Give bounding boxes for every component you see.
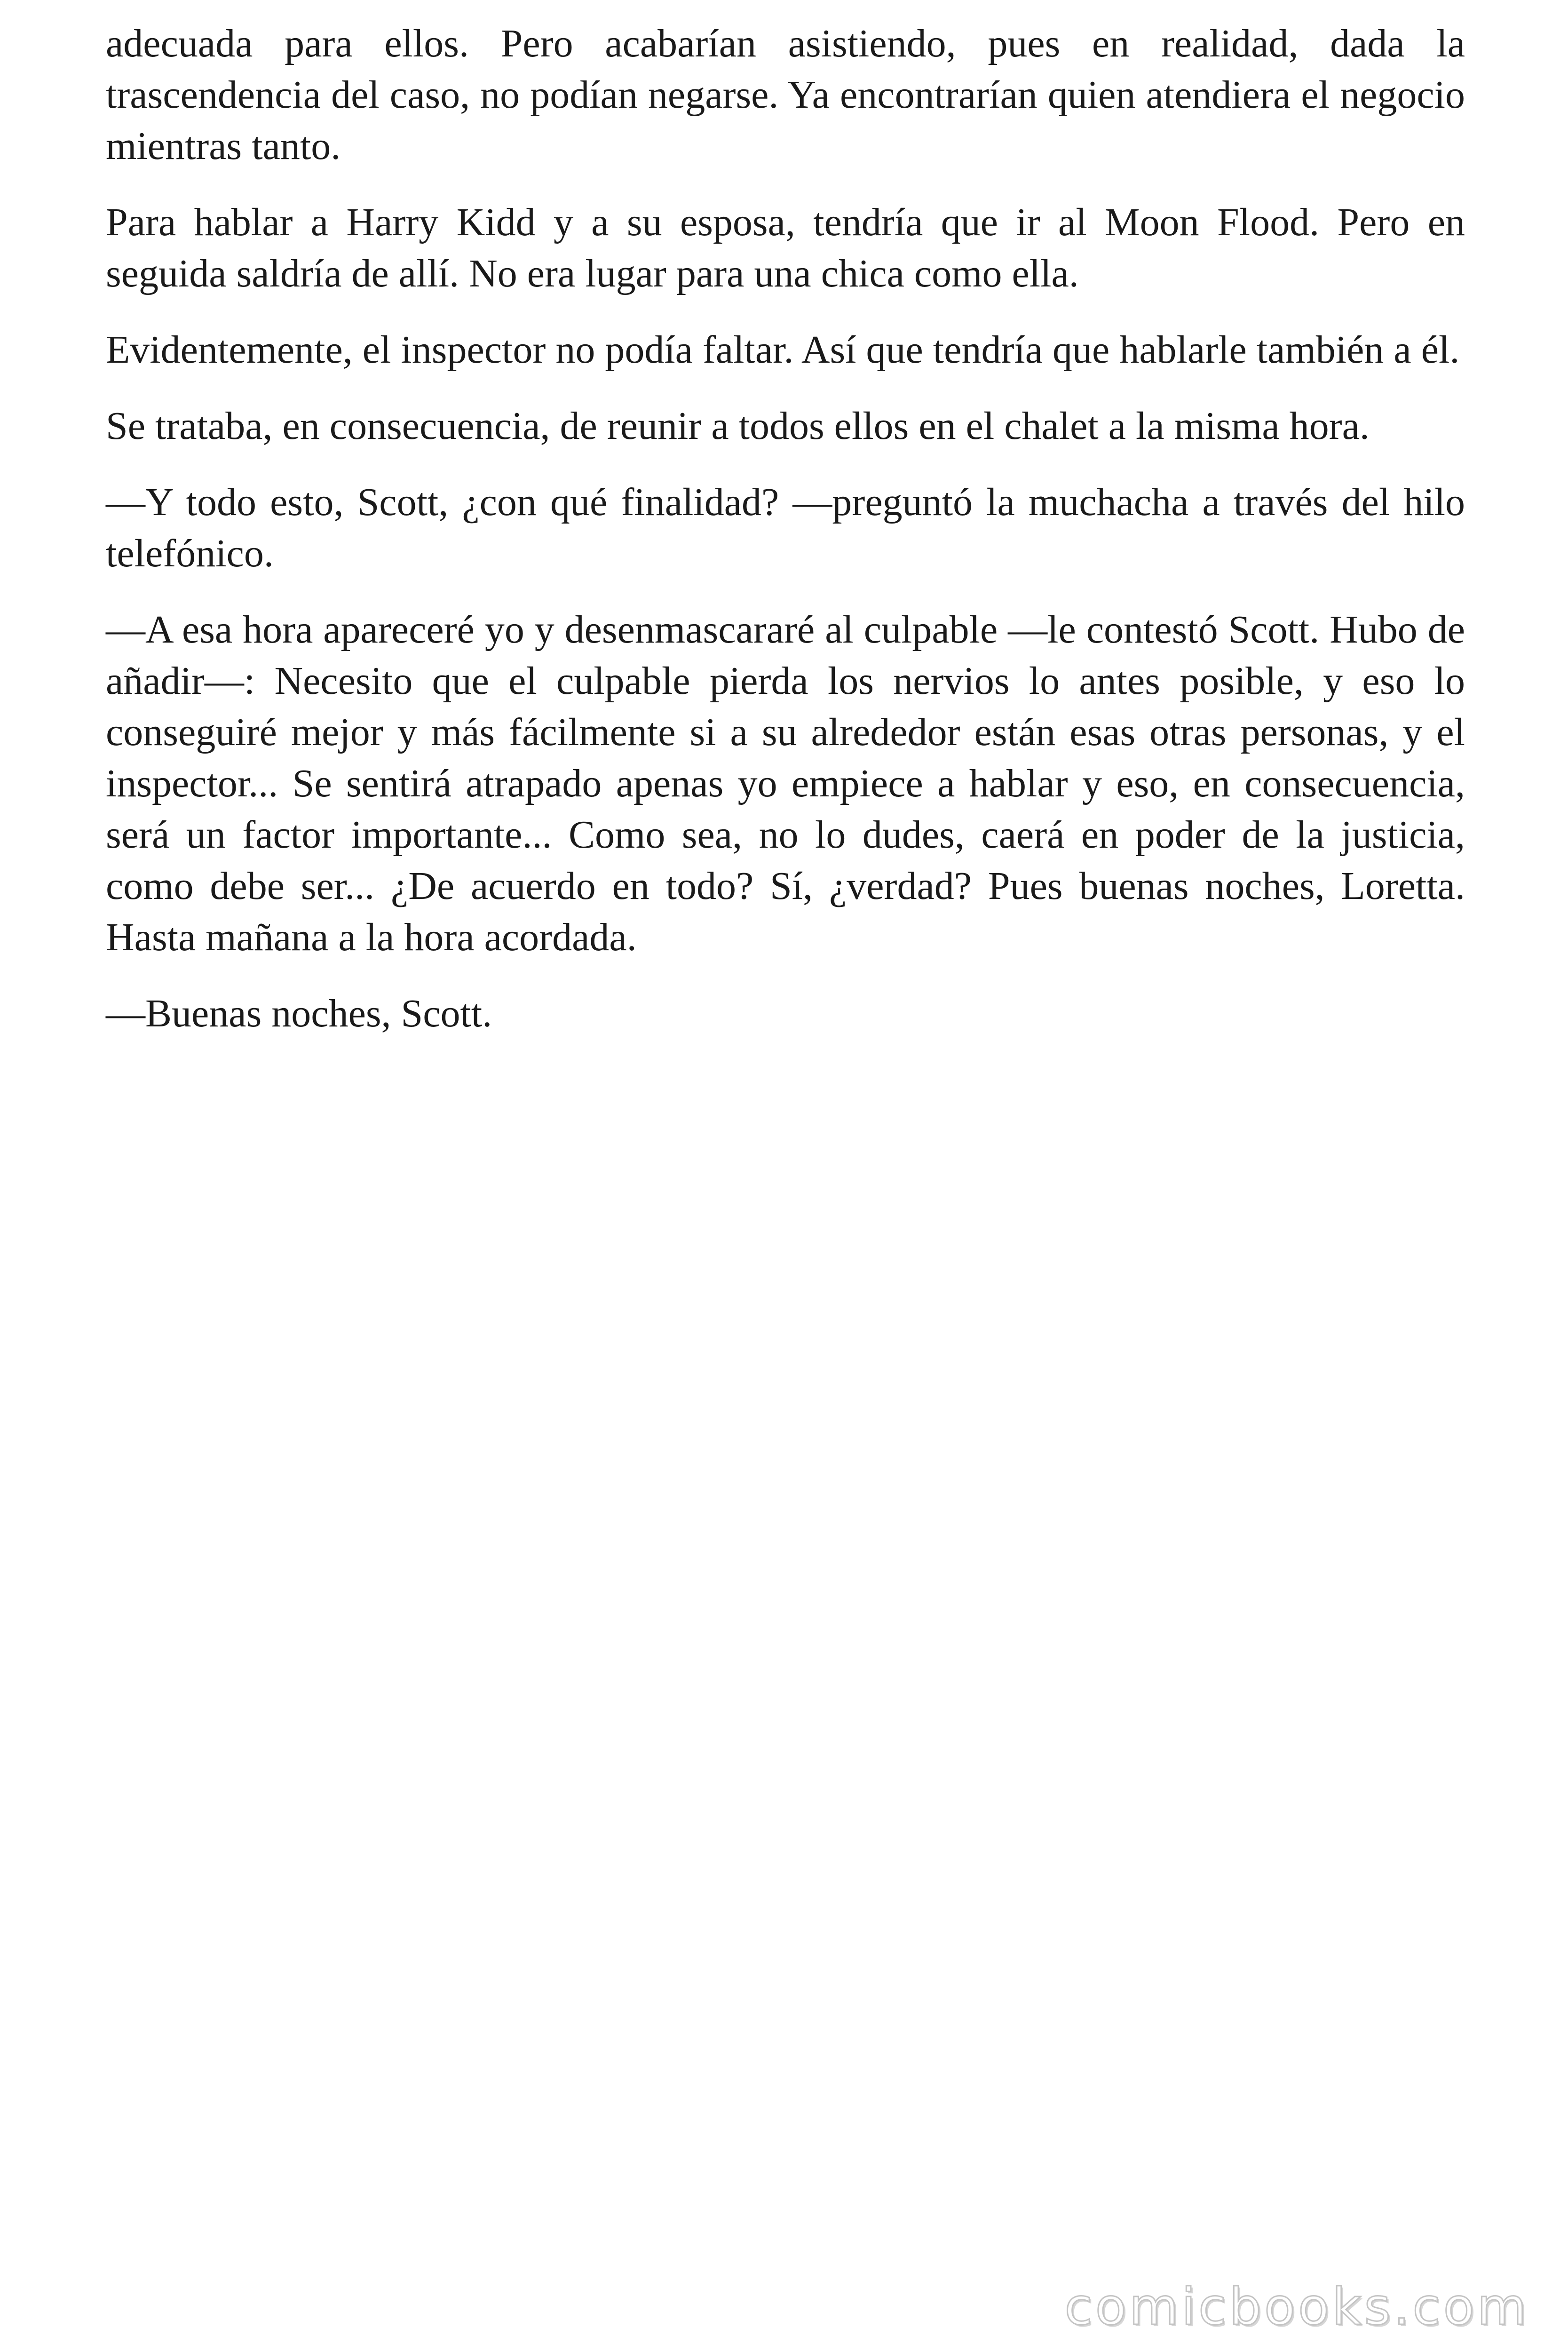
paragraph-7: —Buenas noches, Scott. — [106, 992, 492, 1035]
paragraph-4: Se trataba, en consecuencia, de reunir a todos ellos en el chalet a la misma hora. — [106, 404, 1370, 448]
paragraph-2: Para hablar a Harry Kidd y a su esposa, tendría que ir al Moon Flood. Pero en seguida saldría de allí. No era lugar para una chica como ella. — [106, 200, 1465, 295]
paragraph-1: adecuada para ellos. Pero acabarían asistiendo, pues en realidad, dada la trascendencia del caso, no podían negarse. Ya encontrarían quien atendiera el negocio mientras tanto. — [106, 22, 1465, 168]
watermark: comicbooks.com — [1064, 2278, 1529, 2336]
paragraph-6: —A esa hora apareceré yo y desenmascararé al culpable —le contestó Scott. Hubo de añadir—: Necesito que el culpable pierda los nervios lo antes posible, y eso lo conseguiré mejor y más fácilmente si a su alrededor están esas otras personas, y el inspector... Se sentirá atrapado apenas yo empiece a hablar y eso, en consecuencia, será un factor importante... Como sea, no lo dudes, caerá en poder de la justicia, como debe ser... ¿De acuerdo en todo? Sí, ¿verdad? Pues buenas noches, Loretta. Hasta mañana a la hora acordada. — [106, 608, 1465, 959]
paragraph-3: Evidentemente, el inspector no podía faltar. Así que tendría que hablarle también a él. — [106, 328, 1460, 372]
document-page — [106, 18, 1465, 1064]
paragraph-5: —Y todo esto, Scott, ¿con qué finalidad? —preguntó la muchacha a través del hilo telefónico. — [106, 480, 1465, 575]
